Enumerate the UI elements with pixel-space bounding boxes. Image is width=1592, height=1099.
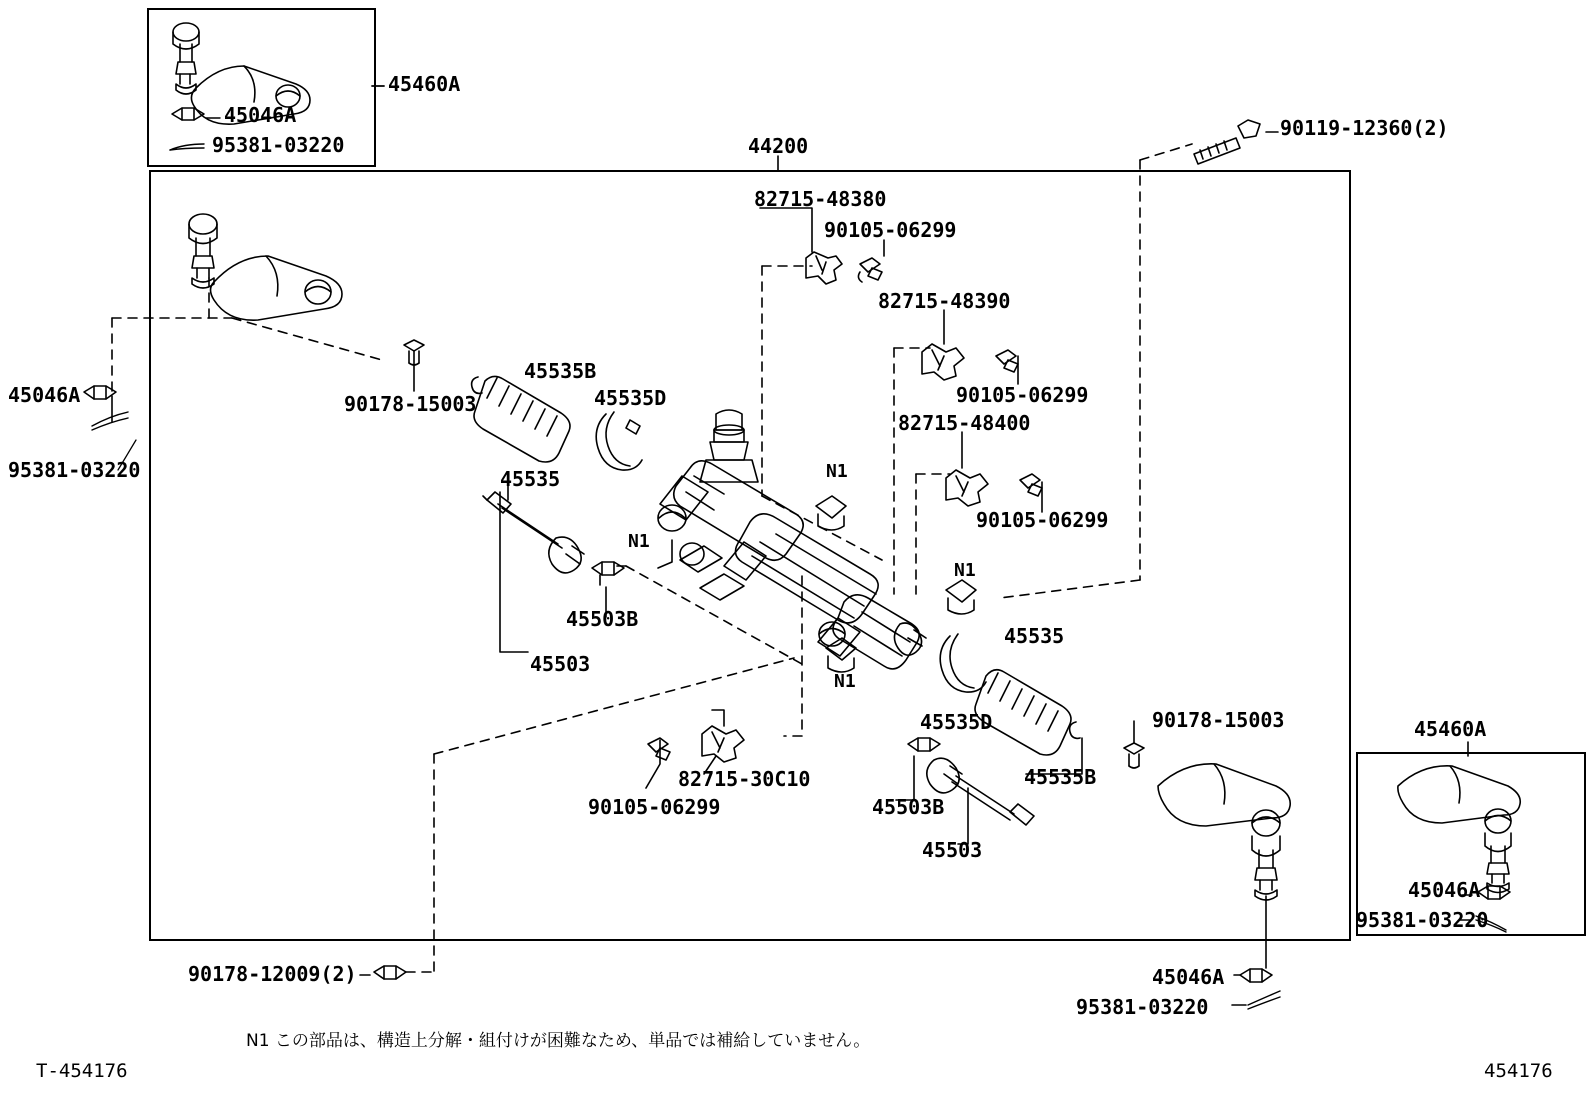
note-marker-n1: N1 [834, 671, 856, 692]
inner-tie-rod-right [896, 738, 1034, 844]
part-label: 90105-06299 [956, 383, 1089, 407]
part-label: 45046A [8, 383, 81, 407]
inset-top-tie-rod-end [170, 23, 384, 150]
bracket-82715-30C10 [648, 726, 744, 762]
part-label: 45046A [224, 103, 297, 127]
steering-gear-housing [658, 410, 976, 672]
part-label: 45535 [1004, 624, 1065, 648]
part-label: 45535B [524, 359, 597, 383]
part-label: 45503 [922, 838, 983, 862]
note-marker-n1: N1 [826, 461, 848, 482]
part-label: 82715-48390 [878, 289, 1011, 313]
note-marker-n1: N1 [628, 531, 650, 552]
part-label: 95381-03220 [8, 458, 141, 482]
part-label: 45046A [1152, 965, 1225, 989]
part-label: 45535D [920, 710, 993, 734]
part-label: 90105-06299 [588, 795, 721, 819]
bolt-90119-12360 [1194, 120, 1278, 164]
steering-boot-right [940, 634, 1144, 774]
tie-rod-end-left [189, 214, 342, 320]
bracket-82715-48390 [922, 344, 1018, 380]
footer-right-code: 454176 [1484, 1060, 1553, 1082]
part-label: 90178-12009(2) [188, 962, 357, 986]
part-label: 95381-03220 [212, 133, 345, 157]
part-label: 82715-48380 [754, 187, 887, 211]
bracket-82715-48400 [946, 470, 1042, 506]
part-label: 45503B [872, 795, 945, 819]
nut-90178-12009 [360, 966, 434, 979]
part-label: 45046A [1408, 878, 1481, 902]
part-label: 45535 [500, 467, 561, 491]
part-label: 90178-15003 [1152, 708, 1285, 732]
part-label: 82715-30C10 [678, 767, 811, 791]
part-label: 45535B [1024, 765, 1097, 789]
part-label: 45535D [594, 386, 667, 410]
part-label: 45460A [1414, 717, 1487, 741]
part-label: 90178-15003 [344, 392, 477, 416]
part-label: 90105-06299 [824, 218, 957, 242]
part-label: 95381-03220 [1356, 908, 1489, 932]
part-label: 82715-48400 [898, 411, 1031, 435]
part-label: 95381-03220 [1076, 995, 1209, 1019]
bracket-82715-48380 [806, 252, 882, 284]
footnote-n1: N1 この部品は、構造上分解・組付けが困難なため、単品では補給していません。 [246, 1031, 871, 1051]
part-label: 90119-12360(2) [1280, 116, 1449, 140]
footer-left-code: T-454176 [36, 1060, 128, 1082]
inset-bottom-tie-rod-end [1398, 742, 1520, 932]
note-marker-n1: N1 [954, 560, 976, 581]
part-label: 45460A [388, 72, 461, 96]
part-label: 45503 [530, 652, 591, 676]
diagram-title: 44200 [748, 134, 809, 158]
part-label: 45503B [566, 607, 639, 631]
part-label: 90105-06299 [976, 508, 1109, 532]
